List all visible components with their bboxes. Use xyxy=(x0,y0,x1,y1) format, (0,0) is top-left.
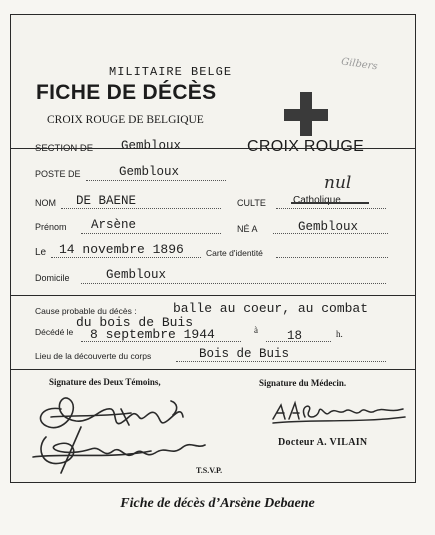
cause-label: Cause probable du décès : xyxy=(35,306,137,316)
red-cross-icon-bar xyxy=(284,109,328,121)
ne-line xyxy=(273,233,388,234)
death-record-card xyxy=(10,14,416,483)
section-label: SECTION DE xyxy=(35,143,94,154)
tsvp-note: T.S.V.P. xyxy=(196,466,223,475)
death-date: 8 septembre 1944 xyxy=(90,327,215,342)
doctor-name: Docteur A. VILAIN xyxy=(278,437,368,448)
domicile-label: Domicile xyxy=(35,273,70,283)
form-title: FICHE DE DÉCÈS xyxy=(36,81,217,104)
doctor-signature-label: Signature du Médecin. xyxy=(259,378,347,388)
poste-line xyxy=(86,180,226,181)
doctor-signature xyxy=(269,397,409,427)
culte-printed: Catholique xyxy=(293,195,341,206)
ne-value: Gembloux xyxy=(298,220,359,234)
organization-name: CROIX ROUGE DE BELGIQUE xyxy=(47,114,204,126)
at-label: à xyxy=(254,325,258,335)
decede-label: Décédé le xyxy=(35,327,74,337)
croix-rouge-brand: CROIX ROUGE xyxy=(247,138,365,155)
death-date-line xyxy=(81,341,241,342)
cause-value-1: balle au coeur, au combat xyxy=(173,301,369,316)
figure-caption: Fiche de décès d’Arsène Debaene xyxy=(120,496,315,511)
prenom-line xyxy=(81,233,221,234)
nom-line xyxy=(61,208,221,209)
cause-value-2: du bois de Buis xyxy=(76,315,194,330)
carte-line xyxy=(276,257,388,258)
hour-line xyxy=(266,341,331,342)
culte-line xyxy=(276,208,386,209)
birth-line xyxy=(51,257,201,258)
culte-handwritten: nul xyxy=(324,173,352,193)
nom-value: DE BAENE xyxy=(76,194,137,208)
hour-value: 18 xyxy=(287,329,303,343)
witnesses-signature-label: Signature des Deux Témoins, xyxy=(49,377,161,387)
le-label: Le xyxy=(35,247,47,258)
prenom-value: Arsène xyxy=(91,218,137,232)
hour-unit: h. xyxy=(336,329,343,339)
witness-signatures xyxy=(21,387,211,482)
poste-label: POSTE DE xyxy=(35,169,81,179)
military-belgian-heading: MILITAIRE BELGE xyxy=(109,65,233,79)
section-value: Gembloux xyxy=(121,139,182,153)
fields-divider xyxy=(11,295,415,296)
domicile-line xyxy=(81,283,386,284)
culte-label: CULTE xyxy=(237,198,266,208)
domicile-value: Gembloux xyxy=(106,268,167,282)
lieu-label: Lieu de la découverte du corps xyxy=(35,351,152,361)
lieu-line xyxy=(176,361,386,362)
prenom-label: Prénom xyxy=(35,222,67,232)
nom-label: NOM xyxy=(35,198,56,208)
ne-label: NÉ A xyxy=(237,224,258,234)
poste-value: Gembloux xyxy=(119,165,180,179)
signature-divider xyxy=(11,369,415,370)
culte-strikethrough xyxy=(291,202,369,204)
corner-pencil-note: Gilbers xyxy=(340,56,379,73)
carte-label: Carte d'identité xyxy=(206,248,263,258)
header-divider xyxy=(11,148,415,149)
birth-date: 14 novembre 1896 xyxy=(59,242,184,257)
lieu-value: Bois de Buis xyxy=(199,347,290,361)
